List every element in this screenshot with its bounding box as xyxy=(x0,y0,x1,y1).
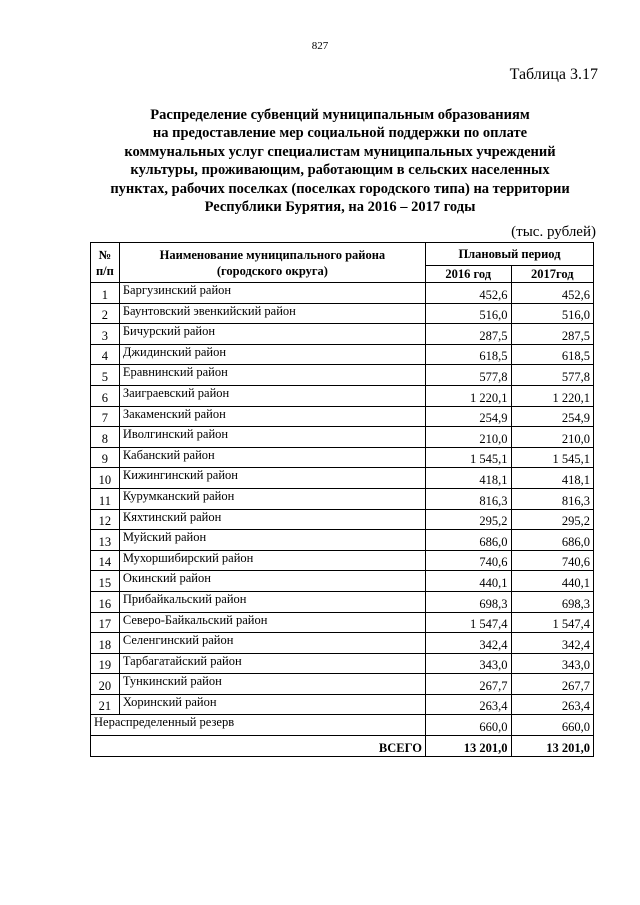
table-row xyxy=(91,283,594,304)
table-row xyxy=(91,344,594,365)
value-2016: 1 220,1 xyxy=(425,385,511,406)
title-line: пунктах, рабочих поселках (поселках городского типа) на территории xyxy=(110,180,570,197)
row-number: 5 xyxy=(91,365,120,386)
value-2017: 1 545,1 xyxy=(511,447,593,468)
value-2016: 740,6 xyxy=(425,550,511,571)
header-year-2017: 2017год xyxy=(511,266,593,283)
header-year-2016: 2016 год xyxy=(425,266,511,283)
title-line: Республики Бурятия, на 2016 – 2017 годы xyxy=(204,199,476,216)
table-row xyxy=(91,468,594,489)
page-number: 827 xyxy=(311,40,329,52)
district-name: Кяхтинский район xyxy=(119,509,425,530)
value-2016: 698,3 xyxy=(425,591,511,612)
value-2017: 577,8 xyxy=(511,365,593,386)
district-name: Северо-Байкальский район xyxy=(119,612,425,633)
title-line: Распределение субвенций муниципальным образованиям xyxy=(150,107,530,123)
header-district-name xyxy=(119,243,425,283)
value-2017: 686,0 xyxy=(511,530,593,551)
table-row xyxy=(91,365,594,386)
header-name-line1: Наименование муниципального района xyxy=(159,247,386,262)
value-2017: 263,4 xyxy=(511,694,593,715)
district-name: Тарбагатайский район xyxy=(119,653,425,674)
table-row xyxy=(91,612,594,633)
table-row xyxy=(91,427,594,448)
row-number: 15 xyxy=(91,571,120,592)
table-label: Таблица 3.17 xyxy=(509,66,598,83)
title-line: коммунальных услуг специалистам муниципальных учреждений xyxy=(124,143,556,160)
header-planning-period: Плановый период xyxy=(425,243,593,266)
district-name: Хоринский район xyxy=(119,694,425,715)
value-2016: 1 545,1 xyxy=(425,447,511,468)
table-row xyxy=(91,633,594,654)
row-number: 6 xyxy=(91,385,120,406)
value-2017: 287,5 xyxy=(511,324,593,345)
table-row xyxy=(91,488,594,509)
value-2016: 577,8 xyxy=(425,365,511,386)
district-name: Прибайкальский район xyxy=(119,591,425,612)
reserve-2016: 660,0 xyxy=(425,715,511,736)
table-row xyxy=(91,571,594,592)
value-2016: 342,4 xyxy=(425,633,511,654)
district-name: Кижингинский район xyxy=(119,468,425,489)
district-name: Окинский район xyxy=(119,571,425,592)
table-row xyxy=(91,447,594,468)
reserve-row xyxy=(91,715,594,736)
district-name: Джидинский район xyxy=(119,344,425,365)
value-2016: 267,7 xyxy=(425,674,511,695)
units-label: (тыс. рублей) xyxy=(511,224,596,240)
district-name: Кабанский район xyxy=(119,447,425,468)
district-name: Селенгинский район xyxy=(119,633,425,654)
value-2016: 816,3 xyxy=(425,488,511,509)
value-2017: 618,5 xyxy=(511,344,593,365)
header-number xyxy=(91,243,120,283)
district-name: Мухоршибирский район xyxy=(119,550,425,571)
table-row xyxy=(91,324,594,345)
row-number: 14 xyxy=(91,550,120,571)
value-2016: 618,5 xyxy=(425,344,511,365)
value-2016: 287,5 xyxy=(425,324,511,345)
row-number: 8 xyxy=(91,427,120,448)
value-2016: 440,1 xyxy=(425,571,511,592)
header-number-line1: № xyxy=(98,247,112,262)
row-number: 20 xyxy=(91,674,120,695)
row-number: 3 xyxy=(91,324,120,345)
value-2016: 295,2 xyxy=(425,509,511,530)
value-2017: 210,0 xyxy=(511,427,593,448)
district-name: Баргузинский район xyxy=(119,283,425,304)
table-row xyxy=(91,406,594,427)
row-number: 12 xyxy=(91,509,120,530)
value-2016: 516,0 xyxy=(425,303,511,324)
table-row xyxy=(91,653,594,674)
row-number: 13 xyxy=(91,530,120,551)
total-2016: 13 201,0 xyxy=(425,736,511,757)
value-2017: 452,6 xyxy=(511,283,593,304)
row-number: 17 xyxy=(91,612,120,633)
value-2017: 1 547,4 xyxy=(511,612,593,633)
table-row xyxy=(91,530,594,551)
row-number: 2 xyxy=(91,303,120,324)
district-name: Муйский район xyxy=(119,530,425,551)
district-name: Иволгинский район xyxy=(119,427,425,448)
district-name: Бичурский район xyxy=(119,324,425,345)
row-number: 19 xyxy=(91,653,120,674)
value-2016: 210,0 xyxy=(425,427,511,448)
table-row xyxy=(91,303,594,324)
row-number: 4 xyxy=(91,344,120,365)
table-row xyxy=(91,509,594,530)
header-number-line2: п/п xyxy=(95,263,114,278)
table-row xyxy=(91,674,594,695)
district-name: Баунтовский эвенкийский район xyxy=(119,303,425,324)
row-number: 16 xyxy=(91,591,120,612)
value-2017: 698,3 xyxy=(511,591,593,612)
value-2016: 418,1 xyxy=(425,468,511,489)
table-row xyxy=(91,385,594,406)
value-2017: 740,6 xyxy=(511,550,593,571)
row-number: 21 xyxy=(91,694,120,715)
district-name: Заиграевский район xyxy=(119,385,425,406)
value-2017: 816,3 xyxy=(511,488,593,509)
title-line: культуры, проживающим, работающим в сельских населенных xyxy=(130,162,550,179)
value-2017: 418,1 xyxy=(511,468,593,489)
reserve-name: Нераспределенный резерв xyxy=(91,715,426,736)
table-row xyxy=(91,591,594,612)
table-row xyxy=(91,694,594,715)
value-2017: 343,0 xyxy=(511,653,593,674)
row-number: 7 xyxy=(91,406,120,427)
total-row xyxy=(91,736,594,757)
value-2017: 516,0 xyxy=(511,303,593,324)
row-number: 11 xyxy=(91,488,120,509)
row-number: 1 xyxy=(91,283,120,304)
header-name-line2: (городского округа) xyxy=(216,263,328,278)
value-2017: 254,9 xyxy=(511,406,593,427)
district-name: Еравнинский район xyxy=(119,365,425,386)
district-name: Закаменский район xyxy=(119,406,425,427)
value-2016: 686,0 xyxy=(425,530,511,551)
total-2017: 13 201,0 xyxy=(511,736,593,757)
district-name: Тункинский район xyxy=(119,674,425,695)
subsidy-table xyxy=(90,242,594,757)
value-2017: 295,2 xyxy=(511,509,593,530)
document-title xyxy=(90,106,590,216)
table-row xyxy=(91,550,594,571)
value-2017: 440,1 xyxy=(511,571,593,592)
value-2016: 254,9 xyxy=(425,406,511,427)
reserve-2017: 660,0 xyxy=(511,715,593,736)
value-2016: 1 547,4 xyxy=(425,612,511,633)
value-2016: 452,6 xyxy=(425,283,511,304)
value-2016: 263,4 xyxy=(425,694,511,715)
row-number: 18 xyxy=(91,633,120,654)
value-2017: 1 220,1 xyxy=(511,385,593,406)
row-number: 10 xyxy=(91,468,120,489)
value-2017: 267,7 xyxy=(511,674,593,695)
value-2016: 343,0 xyxy=(425,653,511,674)
row-number: 9 xyxy=(91,447,120,468)
title-line: на предоставление мер социальной поддержки по оплате xyxy=(152,125,528,142)
total-label: ВСЕГО xyxy=(91,736,426,757)
district-name: Курумканский район xyxy=(119,488,425,509)
value-2017: 342,4 xyxy=(511,633,593,654)
